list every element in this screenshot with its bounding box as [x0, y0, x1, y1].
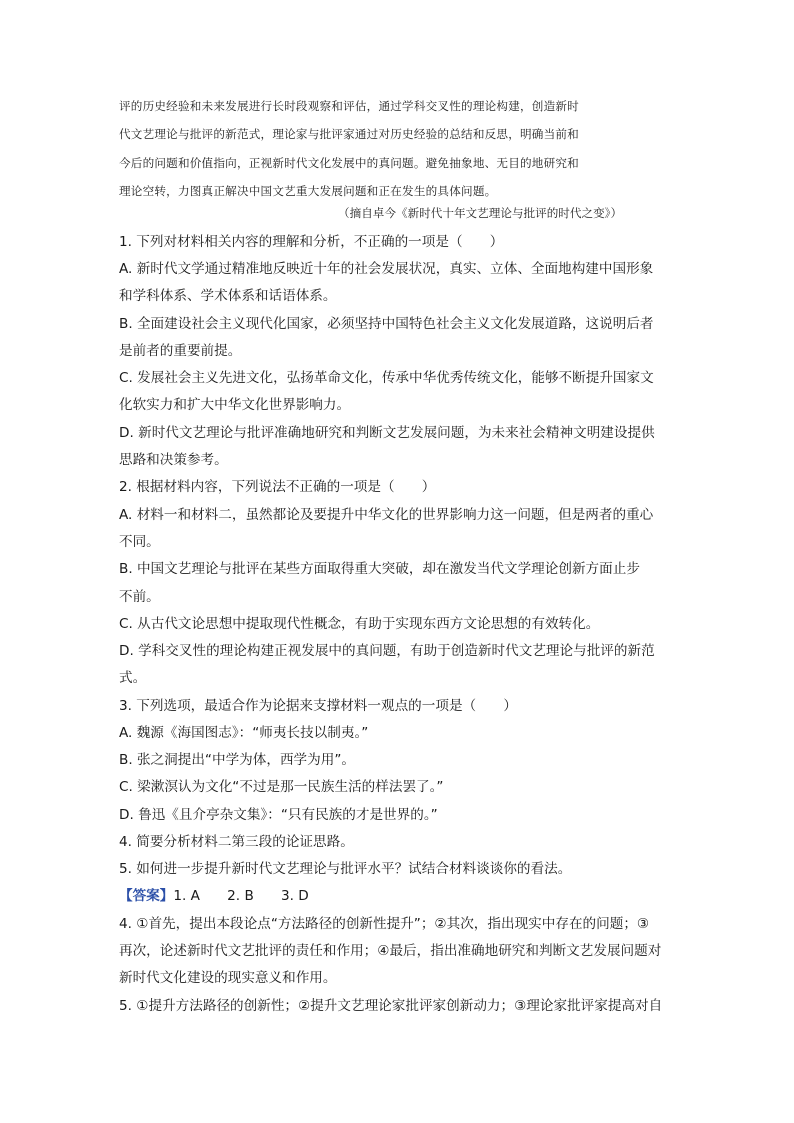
question-1-option-c-cont: 化软实力和扩大中华文化世界影响力。 [119, 397, 351, 413]
question-3-option-b: B. 张之洞提出“中学为体，西学为用”。 [119, 752, 355, 768]
passage-excerpt [119, 92, 679, 206]
answer-tag: 【答案】 [119, 888, 174, 904]
question-2-option-d-cont: 式。 [119, 670, 147, 686]
answer-4-line: 4. ①首先，提出本段论点“方法路径的创新性提升”；②其次，指出现实中存在的问题；③ [119, 916, 650, 932]
answer-4-line: 新时代文化建设的现实意义和作用。 [119, 970, 337, 986]
question-1-option-a: A. 新时代文学通过精准地反映近十年的社会发展状况，真实、立体、全面地构建中国形象 [119, 261, 654, 277]
question-2-option-c: C. 从古代文论思想中提取现代性概念，有助于实现东西方文论思想的有效转化。 [119, 616, 600, 632]
question-5: 5. 如何进一步提升新时代文艺理论与批评水平？试结合材料谈谈你的看法。 [119, 861, 572, 877]
answer-5-line: 5. ①提升方法路径的创新性；②提升文艺理论家批评家创新动力；③理论家批评家提高对自 [119, 998, 663, 1014]
question-3-option-d: D. 鲁迅《且介亭杂文集》：“只有民族的才是世界的。” [119, 807, 438, 823]
question-1-option-d-cont: 思路和决策参考。 [119, 452, 228, 468]
question-2-option-b-cont: 不前。 [119, 589, 160, 605]
question-2-stem: 2. 根据材料内容，下列说法不正确的一项是（ ） [119, 479, 436, 495]
passage-line: 代文艺理论与批评的新范式，理论家与批评家通过对历史经验的总结和反思，明确当前和 [119, 127, 579, 142]
question-4: 4. 简要分析材料二第三段的论证思路。 [119, 834, 354, 850]
question-1-option-a-cont: 和学科体系、学术体系和话语体系。 [119, 288, 337, 304]
question-3-stem: 3. 下列选项，最适合作为论据来支撑材料一观点的一项是（ ） [119, 698, 517, 714]
question-3-option-a: A. 魏源《海国图志》：“师夷长技以制夷。” [119, 725, 369, 741]
question-2-option-a-cont: 不同。 [119, 534, 160, 550]
answer-choices: 1. A 2. B 3. D [173, 888, 309, 904]
question-3-option-c: C. 梁漱溟认为文化“不过是那一民族生活的样法罢了。” [119, 779, 444, 795]
passage-line: 理论空转，力图真正解决中国文艺重大发展问题和正在发生的具体问题。 [119, 184, 497, 199]
passage-line: 今后的问题和价值指向，正视新时代文化发展中的真问题。避免抽象地、无目的地研究和 [119, 155, 579, 170]
question-1-option-b: B. 全面建设社会主义现代化国家，必须坚持中国特色社会主义文化发展道路，这说明后者 [119, 316, 654, 332]
question-2-option-d: D. 学科交叉性的理论构建正视发展中的真问题，有助于创造新时代文艺理论与批评的新范 [119, 643, 655, 659]
question-1-option-c: C. 发展社会主义先进文化，弘扬革命文化，传承中华优秀传统文化，能够不断提升国家文 [119, 370, 654, 386]
question-1-stem: 1. 下列对材料相关内容的理解和分析，不正确的一项是（ ） [119, 234, 504, 250]
answer-line [119, 886, 309, 906]
question-2-option-b: B. 中国文艺理论与批评在某些方面取得重大突破，却在激发当代文学理论创新方面止步 [119, 561, 640, 577]
passage-line: 评的历史经验和未来发展进行长时段观察和评估，通过学科交叉性的理论构建，创造新时 [119, 99, 579, 113]
answer-4-line: 再次，论述新时代文艺批评的责任和作用；④最后，指出准确地研究和判断文艺发展问题对 [119, 943, 662, 959]
question-2-option-a: A. 材料一和材料二，虽然都论及要提升中华文化的世界影响力这一问题，但是两者的重心 [119, 507, 654, 523]
passage-source: （摘自卓今《新时代十年文艺理论与批评的时代之变》） [338, 206, 623, 220]
question-1-option-b-cont: 是前者的重要前提。 [119, 343, 242, 359]
question-1-option-d: D. 新时代文艺理论与批评准确地研究和判断文艺发展问题，为未来社会精神文明建设提供 [119, 425, 655, 441]
